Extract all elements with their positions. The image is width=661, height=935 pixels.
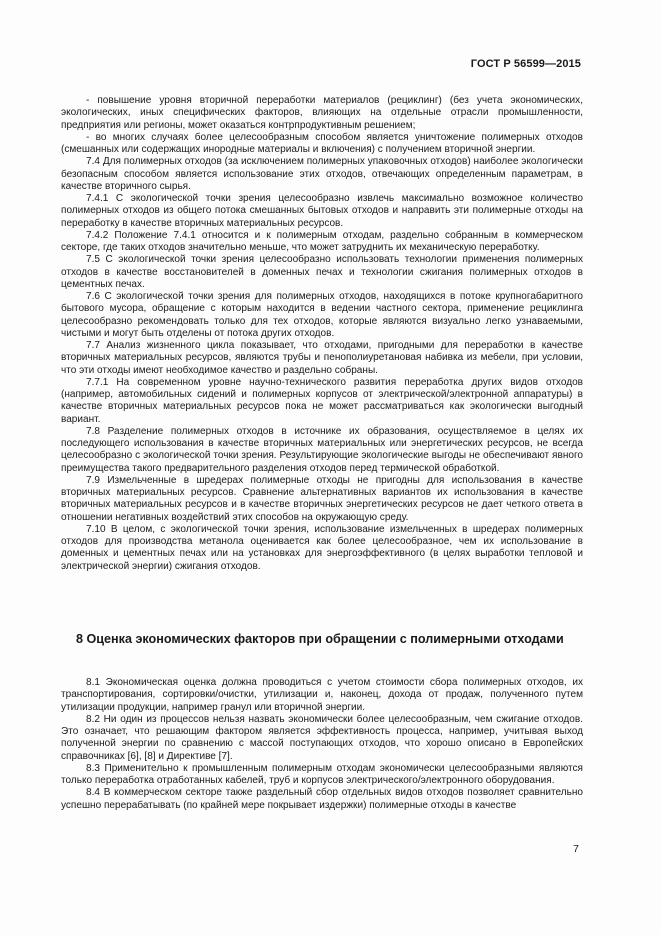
paragraph-7-6: 7.6 С экологической точки зрения для полимерных отходов, находящихся в потоке крупногабаритного бытового мусора, обращение с которым находится в ведении частного сектора, применение рециклинга целесообразно рекомендовать только для тех отходов, которые являются визуально легко узнаваемыми, чистыми и могут быть отделены от потока других отходов. (61, 291, 583, 339)
paragraph-7-4: 7.4 Для полимерных отходов (за исключением полимерных упаковочных отходов) наиболее экологически безопасным способом является использование этих отходов, отвечающих определенным параметрам, в качестве вторичного сырья. (61, 156, 583, 192)
paragraph-8-1: 8.1 Экономическая оценка должна проводиться с учетом стоимости сбора полимерных отходов, их транспортирования, сортировки/очистки, утилизации и, наконец, дохода от продаж, полученного путем утилизации продукции, например гранул или вторичной энергии. (61, 677, 583, 713)
paragraph-7-5: 7.5 С экологической точки зрения целесообразно использовать технологии применения полимерных отходов в качестве восстановителей в доменных печах и технологии сжигания полимерных отходов в цементных печах. (61, 254, 583, 290)
section-8-text (61, 677, 583, 812)
paragraph-bullet-2: - во многих случаях более целесообразным способом является уничтожение полимерных отходов (смешанных или содержащих инородные материалы и включения) с получением вторичной энергии. (61, 131, 583, 155)
paragraph-7-7-1: 7.7.1 На современном уровне научно-технического развития переработка других видов отходов (например, автомобильных сидений и полимерных корпусов от электрической/электронной аппаратуры) в качестве вторичных материальных ресурсов пока не может рассматриваться как экологически выгодный вариант. (61, 376, 583, 425)
paragraph-7-9: 7.9 Измельченные в шредерах полимерные отходы не пригодны для использования в качестве вторичных материальных ресурсов. Сравнение альтернативных вариантов их использования в качестве вторичных материальных ресурсов и в качестве вторичных энергетических ресурсов не дает четкого ответа в отношении негативных воздействий этих способов на окружающую среду. (61, 474, 583, 523)
paragraph-7-8: 7.8 Разделение полимерных отходов в источнике их образования, осуществляемое в целях их последующего использования в качестве вторичных материальных или энергетических ресурсов, не всегда целесообразно с экологической точки зрения. Результирующие экологические выгоды не обеспечивают явного преимущества такого предварительного разделения отходов перед термической обработкой. (61, 425, 583, 474)
paragraph-7-7: 7.7 Анализ жизненного цикла показывает, что отходами, пригодными для переработки в качестве вторичных материальных ресурсов, являются трубы и пенополиуретановая набивка из мебели, при условии, что эти отходы имеют необходимое качество и раздельно собраны. (61, 340, 583, 376)
section-8-heading: 8 Оценка экономических факторов при обращении с полимерными отходами (76, 632, 564, 646)
paragraph-7-4-2: 7.4.2 Положение 7.4.1 относится и к полимерным отходам, раздельно собранным в коммерческом секторе, где таких отходов значительно меньше, что может затруднить их механическую переработку. (61, 229, 583, 253)
body-text (61, 95, 583, 573)
paragraph-8-2: 8.2 Ни один из процессов нельзя назвать экономически более целесообразным, чем сжигание отходов. Это означает, что решающим фактором является эффективность процесса, например, учитывая выход полученной энергии по сравнению с массой поступающих отходов, что хорошо описано в Европейских справочниках [6], [8] и Директиве [7]. (61, 713, 583, 762)
paragraph-7-10: 7.10 В целом, с экологической точки зрения, использование измельченных в шредерах полимерных отходов для производства метанола оценивается как более целесообразное, чем их использование в доменных и цементных печах или на установках для энергоэффективного (в целях выработки тепловой и электрической энергии) сжигания отходов. (61, 523, 583, 572)
paragraph-bullet-1: - повышение уровня вторичной переработки материалов (рециклинг) (без учета экономических, экологических, иных специфических факторов, влияющих на отдельные отрасли промышленности, предприятия или регионы, может оказаться контрпродуктивным решением; (61, 95, 583, 131)
page-number: 7 (573, 843, 579, 855)
paragraph-8-4: 8.4 В коммерческом секторе также раздельный сбор отдельных видов отходов позволяет сравнительно успешно перерабатывать (по крайней мере покрывает издержки) полимерные отходы в качестве (61, 787, 583, 811)
standard-header: ГОСТ Р 56599—2015 (470, 58, 581, 70)
paragraph-8-3: 8.3 Применительно к промышленным полимерным отходам экономически целесообразными являются только переработка отработанных кабелей, труб и корпусов электрического/электронного оборудования. (61, 762, 583, 786)
paragraph-7-4-1: 7.4.1 С экологической точки зрения целесообразно извлечь максимально возможное количество полимерных отходов из общего потока смешанных бытовых отходов и направить эти полимерные отходы на переработку в качестве вторичных материальных ресурсов. (61, 193, 583, 229)
